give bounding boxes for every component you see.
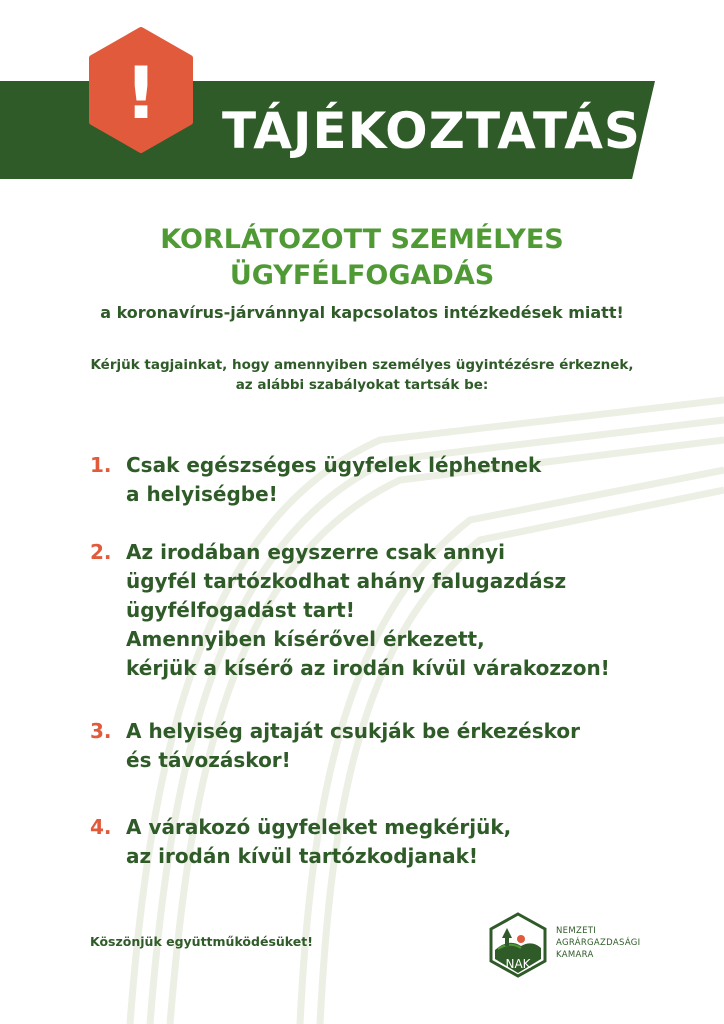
- rule-text: [126, 717, 580, 775]
- request-text: [0, 355, 724, 395]
- rule-line: Amennyiben kísérővel érkezett,: [126, 627, 485, 651]
- logo-abbreviation: NAK: [505, 957, 531, 971]
- subheadline: a koronavírus-járvánnyal kapcsolatos intézkedések miatt!: [100, 303, 624, 322]
- headline-line-1: KORLÁTOZOTT SZEMÉLYES: [160, 224, 564, 255]
- rule-line: a helyiségbe!: [126, 482, 278, 506]
- logo-line: AGRÁRGAZDASÁGI: [556, 938, 641, 948]
- alert-symbol: !: [124, 51, 158, 135]
- rule-text: [126, 813, 511, 871]
- thanks-text: Köszönjük együttműködésüket!: [90, 934, 313, 949]
- logo-text: [556, 925, 640, 961]
- request-line-1: Kérjük tagjainkat, hogy amennyiben személyes ügyintézésre érkeznek,: [90, 357, 634, 373]
- rule-text: [126, 451, 541, 509]
- rule-line: ügyfél tartózkodhat ahány falugazdász: [126, 569, 567, 593]
- rule-line: kérjük a kísérő az irodán kívül várakozzon!: [126, 656, 610, 680]
- logo-line: KAMARA: [556, 950, 594, 960]
- nak-logo-icon: [488, 912, 548, 978]
- rule-number: 1.: [90, 453, 112, 477]
- rule-number: 2.: [90, 540, 112, 564]
- rule-line: és távozáskor!: [126, 748, 291, 772]
- headline: [0, 222, 724, 294]
- rule-line: Az irodában egyszerre csak annyi: [126, 540, 506, 564]
- rule-line: ügyfélfogadást tart!: [126, 598, 355, 622]
- page-title: TÁJÉKOZTATÁS: [222, 102, 641, 160]
- logo-line: NEMZETI: [556, 926, 597, 936]
- rule-line: Csak egészséges ügyfelek léphetnek: [126, 453, 542, 477]
- rule-line: A helyiség ajtaját csukják be érkezéskor: [126, 719, 581, 743]
- warning-icon: [88, 26, 194, 154]
- rule-number: 4.: [90, 815, 112, 839]
- rule-line: az irodán kívül tartózkodjanak!: [126, 844, 479, 868]
- rule-number: 3.: [90, 719, 112, 743]
- headline-line-2: ÜGYFÉLFOGADÁS: [229, 260, 495, 291]
- rule-text: [126, 538, 610, 683]
- request-line-2: az alábbi szabályokat tartsák be:: [235, 377, 489, 393]
- rule-line: A várakozó ügyfeleket megkérjük,: [126, 815, 512, 839]
